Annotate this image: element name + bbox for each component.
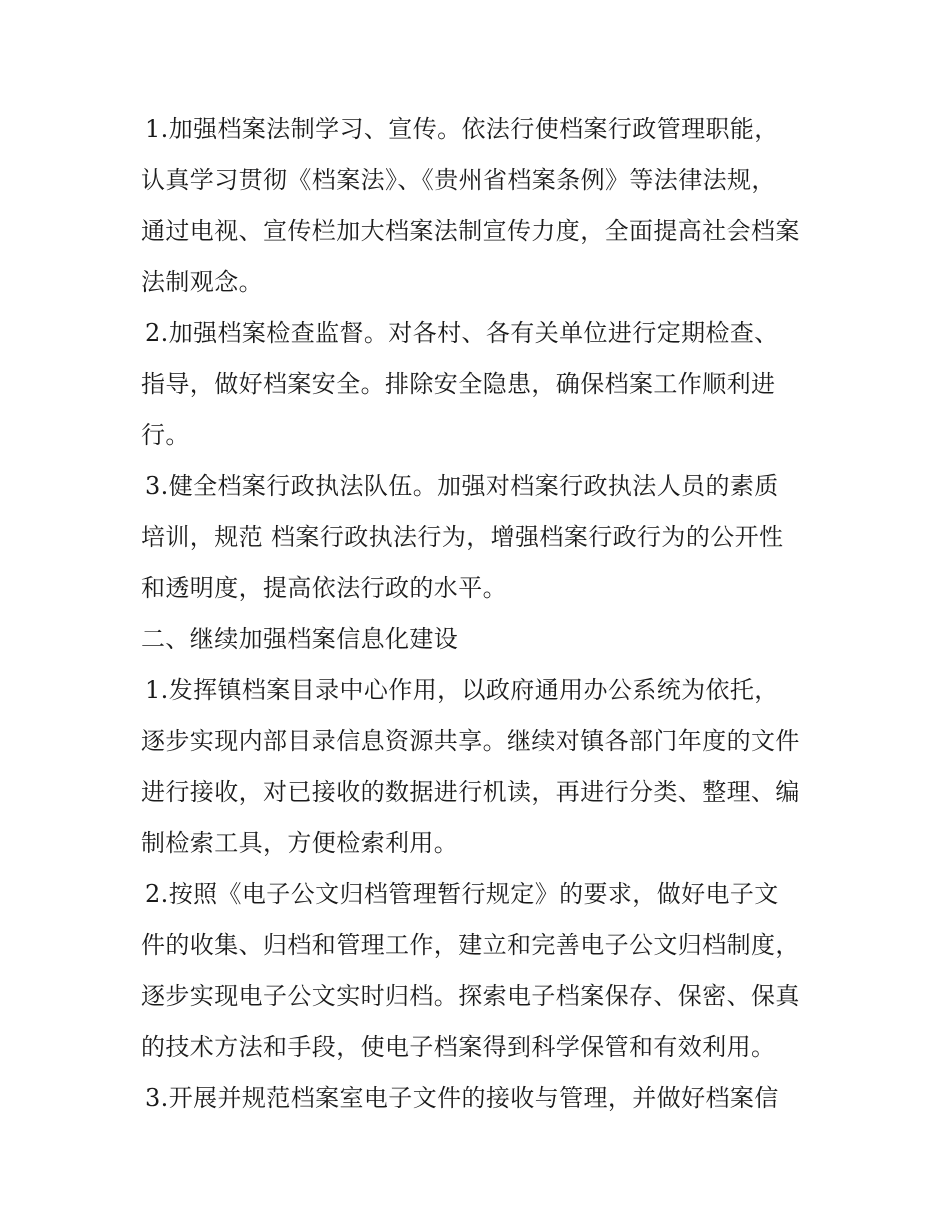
text-line: 件的收集、归档和管理工作，建立和完善电子公文归档制度， — [141, 931, 800, 959]
text-line: 指导，做好档案安全。排除安全隐患，确保档案工作顺利进 — [141, 370, 776, 398]
text-line: 和透明度，提高依法行政的水平。 — [141, 574, 507, 602]
text-line: 法制观念。 — [141, 268, 263, 296]
text-line: 通过电视、宣传栏加大档案法制宣传力度，全面提高社会档案 — [141, 217, 800, 245]
text-line: 制检索工具，方便检索利用。 — [141, 829, 459, 857]
text-line: 进行接收，对已接收的数据进行机读，再进行分类、整理、编 — [141, 778, 800, 806]
text-line: 逐步实现电子公文实时归档。探索电子档案保存、保密、保真 — [141, 982, 800, 1010]
text-line: 2.按照《电子公文归档管理暂行规定》的要求，做好电子文 — [145, 880, 779, 908]
text-line: 行。 — [141, 421, 190, 449]
text-line: 逐步实现内部目录信息资源共享。继续对镇各部门年度的文件 — [141, 727, 800, 755]
text-line: 培训，规范 档案行政执法行为，增强档案行政行为的公开性 — [141, 523, 784, 551]
text-line: 3.开展并规范档案室电子文件的接收与管理，并做好档案信 — [145, 1084, 779, 1112]
text-line: 的技术方法和手段，使电子档案得到科学保管和有效利用。 — [141, 1033, 776, 1061]
text-line: 3.健全档案行政执法队伍。加强对档案行政执法人员的素质 — [145, 472, 779, 500]
text-line: 1.加强档案法制学习、宣传。依法行使档案行政管理职能， — [145, 115, 779, 143]
text-line: 2.加强档案检查监督。对各村、各有关单位进行定期检查、 — [145, 319, 779, 347]
text-line: 认真学习贯彻《档案法》、《贵州省档案条例》等法律法规， — [141, 166, 776, 194]
text-line: 1.发挥镇档案目录中心作用，以政府通用办公系统为依托， — [145, 676, 779, 704]
section-heading: 二、继续加强档案信息化建设 — [141, 625, 459, 653]
